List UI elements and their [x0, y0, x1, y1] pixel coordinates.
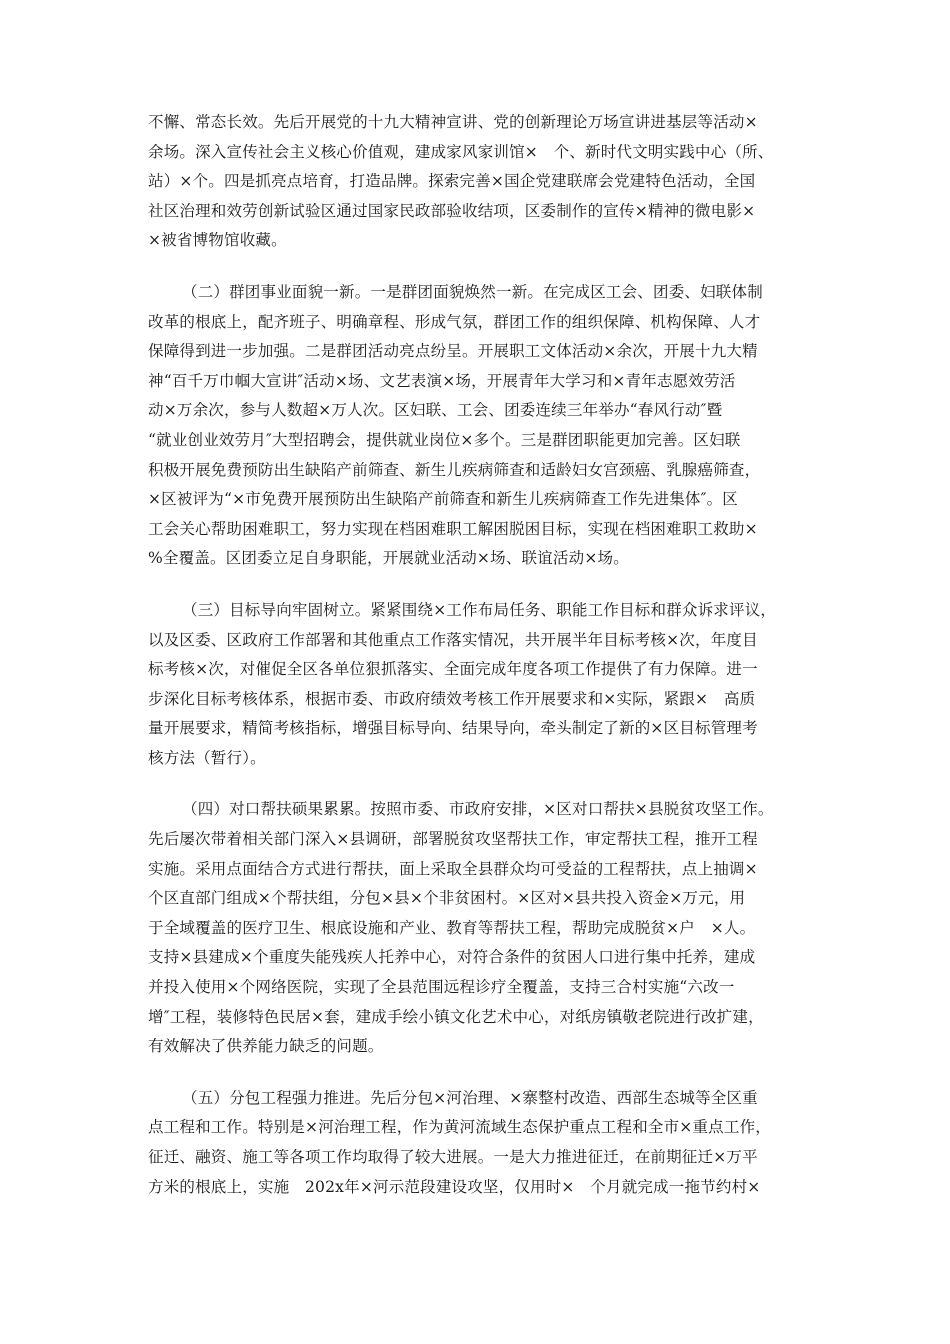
text-line: 不懈、常态长效。先后开展党的十九大精神宣讲、党的创新理论万场宣讲进基层等活动× [148, 113, 758, 131]
text-line: 支持×县建成×个重度失能残疾人托养中心，对符合条件的贫困人口进行集中托养，建成 [148, 948, 756, 967]
text-line: 核方法（暂行）。 [148, 748, 266, 767]
text-line: 保障得到进一步加强。二是群团活动亮点纷呈。开展职工文体活动×余次，开展十九大精 [148, 342, 758, 361]
text-line: 步深化目标考核体系，根据市委、市政府绩效考核工作开展要求和×实际，紧跟× 高质 [148, 689, 756, 708]
paragraph-1 [148, 108, 810, 256]
text-line: 工会关心帮助困难职工，努力实现在档困难职工解困脱困目标，实现在档困难职工救助× [148, 519, 758, 538]
text-line: 点工程和工作。特别是×河治理工程，作为黄河流域生态保护重点工程和全市×重点工作， [148, 1118, 771, 1137]
text-line: 先后屡次带着相关部门深入×县调研，部署脱贫攻坚帮扶工作，审定帮扶工程，推开工程 [148, 830, 758, 849]
text-line: 改革的根底上，配齐班子、明确章程、形成气氛，群团工作的组织保障、机构保障、人才 [148, 312, 761, 331]
text-line: ×区被评为“×市免费开展预防出生缺陷产前筛查和新生儿疾病筛查工作先进集体″。区 [148, 490, 738, 509]
text-line: （四）对口帮扶硕果累累。按照市委、市政府安排，×区对口帮扶×县脱贫攻坚工作。 [182, 800, 774, 819]
text-line: 余场。深入宣传社会主义核心价值观，建成家风家训馆× 个、新时代文明实践中心（所、 [148, 142, 774, 161]
text-line: %全覆盖。区团委立足自身职能，开展就业活动×场、联谊活动×场。 [148, 549, 629, 568]
text-line: 动×万余次，参与人数超×万人次。区妇联、工会、团委连续三年举办“春风行动″暨 [148, 401, 723, 420]
text-line: 方米的根底上，实施 202x年×河示范段建设攻坚，仅用时× 个月就完成一拖节约村× [148, 1177, 761, 1196]
text-line: ×被省博物馆收藏。 [148, 231, 287, 250]
text-line: （三）目标导向牢固树立。紧紧围绕×工作布局任务、职能工作目标和群众诉求评议， [182, 600, 777, 619]
text-line: 有效解决了供养能力缺乏的问题。 [148, 1037, 384, 1056]
paragraph-2 [148, 278, 810, 574]
document-body [148, 108, 810, 1202]
text-line: 增″工程，装修特色民居×套，建成手绘小镇文化艺术中心，对纸房镇敬老院进行改扩建， [148, 1007, 764, 1026]
text-line: 积极开展免费预防出生缺陷产前筛查、新生儿疾病筛查和适龄妇女宫颈癌、乳腺癌筛查， [148, 460, 761, 479]
text-line: 量开展要求，精简考核指标，增强目标导向、结果导向，牵头制定了新的×区目标管理考 [148, 719, 758, 738]
paragraph-4 [148, 795, 810, 1061]
text-line: “就业创业效劳月″大型招聘会，提供就业岗位×多个。三是群团职能更加完善。区妇联 [148, 430, 741, 449]
text-line: （五）分包工程强力推进。先后分包×河治理、×寨整村改造、西部生态城等全区重 [182, 1088, 758, 1107]
text-line: 神“百千万巾帼大宣讲″活动×场、文艺表演×场，开展青年大学习和×青年志愿效劳活 [148, 371, 736, 390]
text-line: 实施。采用点面结合方式进行帮扶，面上采取全县群众均可受益的工程帮扶，点上抽调× [148, 859, 758, 878]
text-line: 以及区委、区政府工作部署和其他重点工作落实情况，共开展半年目标考核×次，年度目 [148, 630, 758, 649]
text-line: 站）×个。四是抓亮点培育，打造品牌。探索完善×国企党建联席会党建特色活动，全国 [148, 172, 756, 191]
paragraph-3 [148, 596, 810, 774]
text-line: 于全域覆盖的医疗卫生、根底设施和产业、教育等帮扶工程，帮助完成脱贫×户 ×人。 [148, 918, 756, 937]
text-line: 标考核×次，对催促全区各单位狠抓落实、全面完成年度各项工作提供了有力保障。进一 [148, 660, 758, 679]
text-line: 社区治理和效劳创新试验区通过国家民政部验收结项，区委制作的宣传×精神的微电影× [148, 201, 756, 220]
text-line: 个区直部门组成×个帮扶组，分包×县×个非贫困村。×区对×县共投入资金×万元，用 [148, 889, 746, 908]
text-line: （二）群团事业面貌一新。一是群团面貌焕然一新。在完成区工会、团委、妇联体制 [182, 282, 763, 301]
text-line: 并投入使用×个网络医院，实现了全县范围远程诊疗全覆盖，支持三合村实施“六改一 [148, 978, 735, 997]
text-line: 征迁、融资、施工等各项工作均取得了较大进展。一是大力推进征迁，在前期征迁×万平 [148, 1148, 758, 1166]
paragraph-5 [148, 1084, 810, 1202]
